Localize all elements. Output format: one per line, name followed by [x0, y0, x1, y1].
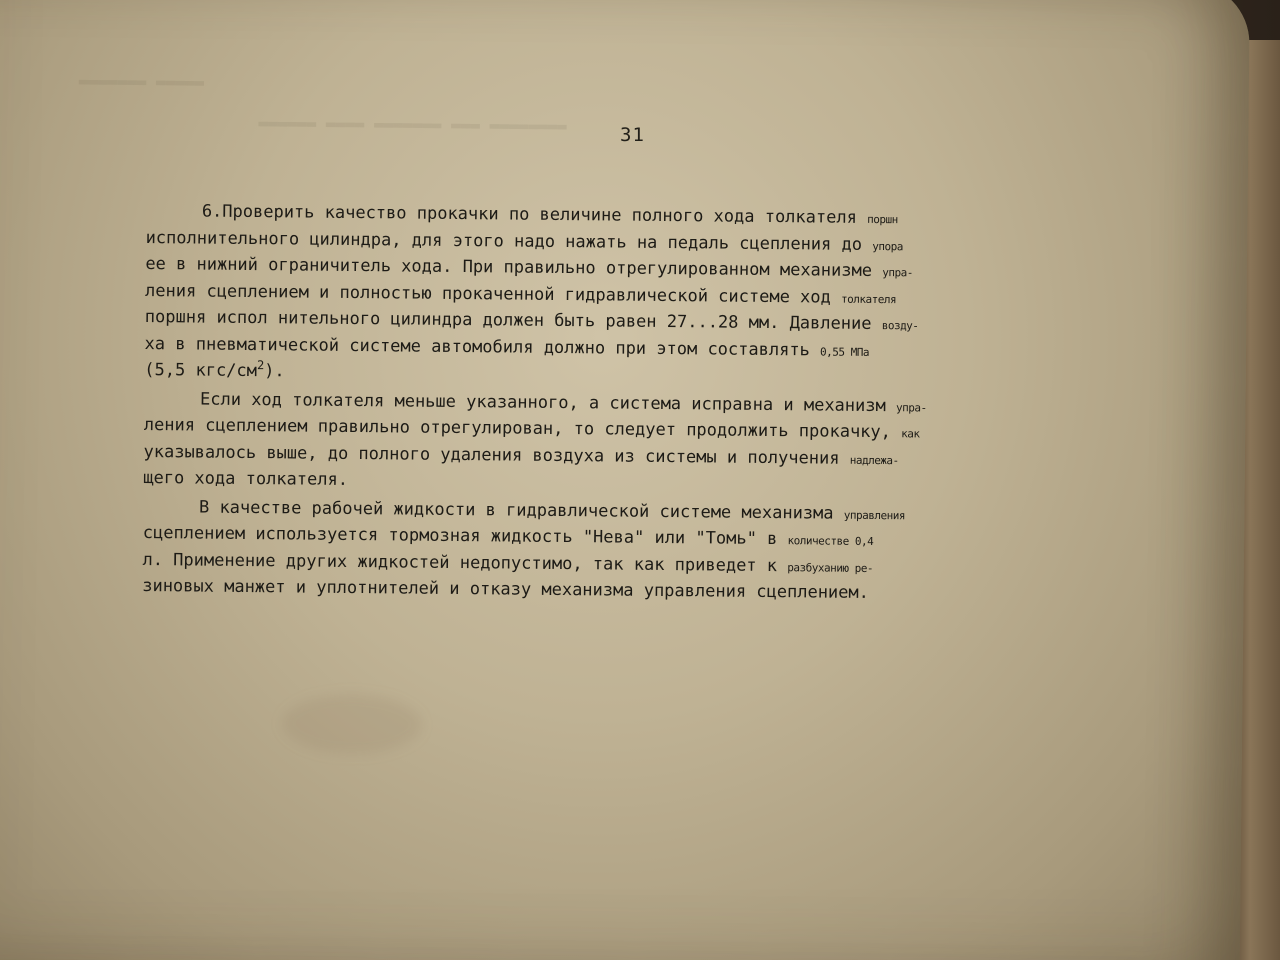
compressed-line-end: упра-: [895, 400, 927, 415]
compressed-line-end: толкателя: [840, 292, 897, 306]
line-text: сцеплением используется тормозная жидкость "Нева" или "Томь" в: [142, 522, 788, 550]
line-text: ления сцеплением и полностью прокаченной гидравлической системе ход: [145, 280, 842, 308]
compressed-line-end: упра-: [882, 266, 913, 280]
compressed-line-end: надлежа-: [849, 453, 899, 467]
paragraph: [144, 198, 1236, 394]
paragraph: [142, 493, 1233, 609]
line-text: зиновых манжет и уплотнителей и отказу механизма управления сцеплением.: [142, 575, 870, 603]
compressed-line-end: разбуханию ре-: [787, 560, 874, 575]
line-text: ее в нижний ограничитель хода. При правильно отрегулированном механизме: [145, 253, 883, 282]
compressed-line-end: возду-: [881, 319, 919, 333]
document-body: [142, 198, 1236, 610]
compressed-line-end: количестве 0,4: [787, 534, 874, 548]
line-text: В качестве рабочей жидкости в гидравлической системе механизма: [198, 497, 844, 524]
paragraph: [143, 385, 1234, 501]
bleed-through-text: ▬▬▬▬▬▬ ▬▬▬▬ ▬▬▬▬▬▬▬ ▬▬▬ ▬▬▬▬▬▬▬▬: [258, 113, 567, 136]
compressed-line-end: как: [901, 427, 920, 441]
line-text: ления сцеплением правильно отрегулирован, то следует продолжить прокачку,: [143, 414, 902, 443]
compressed-line-end: поршн: [867, 212, 898, 227]
page-number: 31: [620, 124, 645, 146]
line-text: (5,5 кгс/см: [144, 359, 258, 382]
line-text: Если ход толкателя меньше указанного, а система исправна и механизм: [199, 389, 897, 416]
compressed-line-end: упора: [872, 239, 903, 253]
superscript: 2: [256, 358, 265, 373]
line-text: поршня испол нительного цилиндра должен быть равен 27...28 мм. Давление: [144, 306, 882, 335]
bleed-through-text: ▬▬▬▬▬▬▬ ▬▬▬▬▬: [78, 71, 205, 92]
line-text: л. Применение других жидкостей недопустимо, так как приведет к: [142, 549, 788, 576]
compressed-line-end: управления: [843, 508, 906, 522]
line-text: указывалось выше, до полного удаления воздуха из системы и получения: [143, 441, 850, 469]
line-text: исполнительного цилиндра, для этого надо нажать на педаль сцепления до: [145, 227, 873, 255]
compressed-line-end: 0,55 МПа: [820, 344, 870, 359]
line-text: ха в пневматической системе автомобиля должно при этом составлять: [144, 333, 821, 360]
line-text: 6.Проверить качество прокачки по величине полного хода толкателя: [201, 201, 868, 228]
line-text-after: ).: [264, 361, 285, 382]
page-stain: [282, 693, 423, 754]
line-text: щего хода толкателя.: [143, 467, 349, 490]
